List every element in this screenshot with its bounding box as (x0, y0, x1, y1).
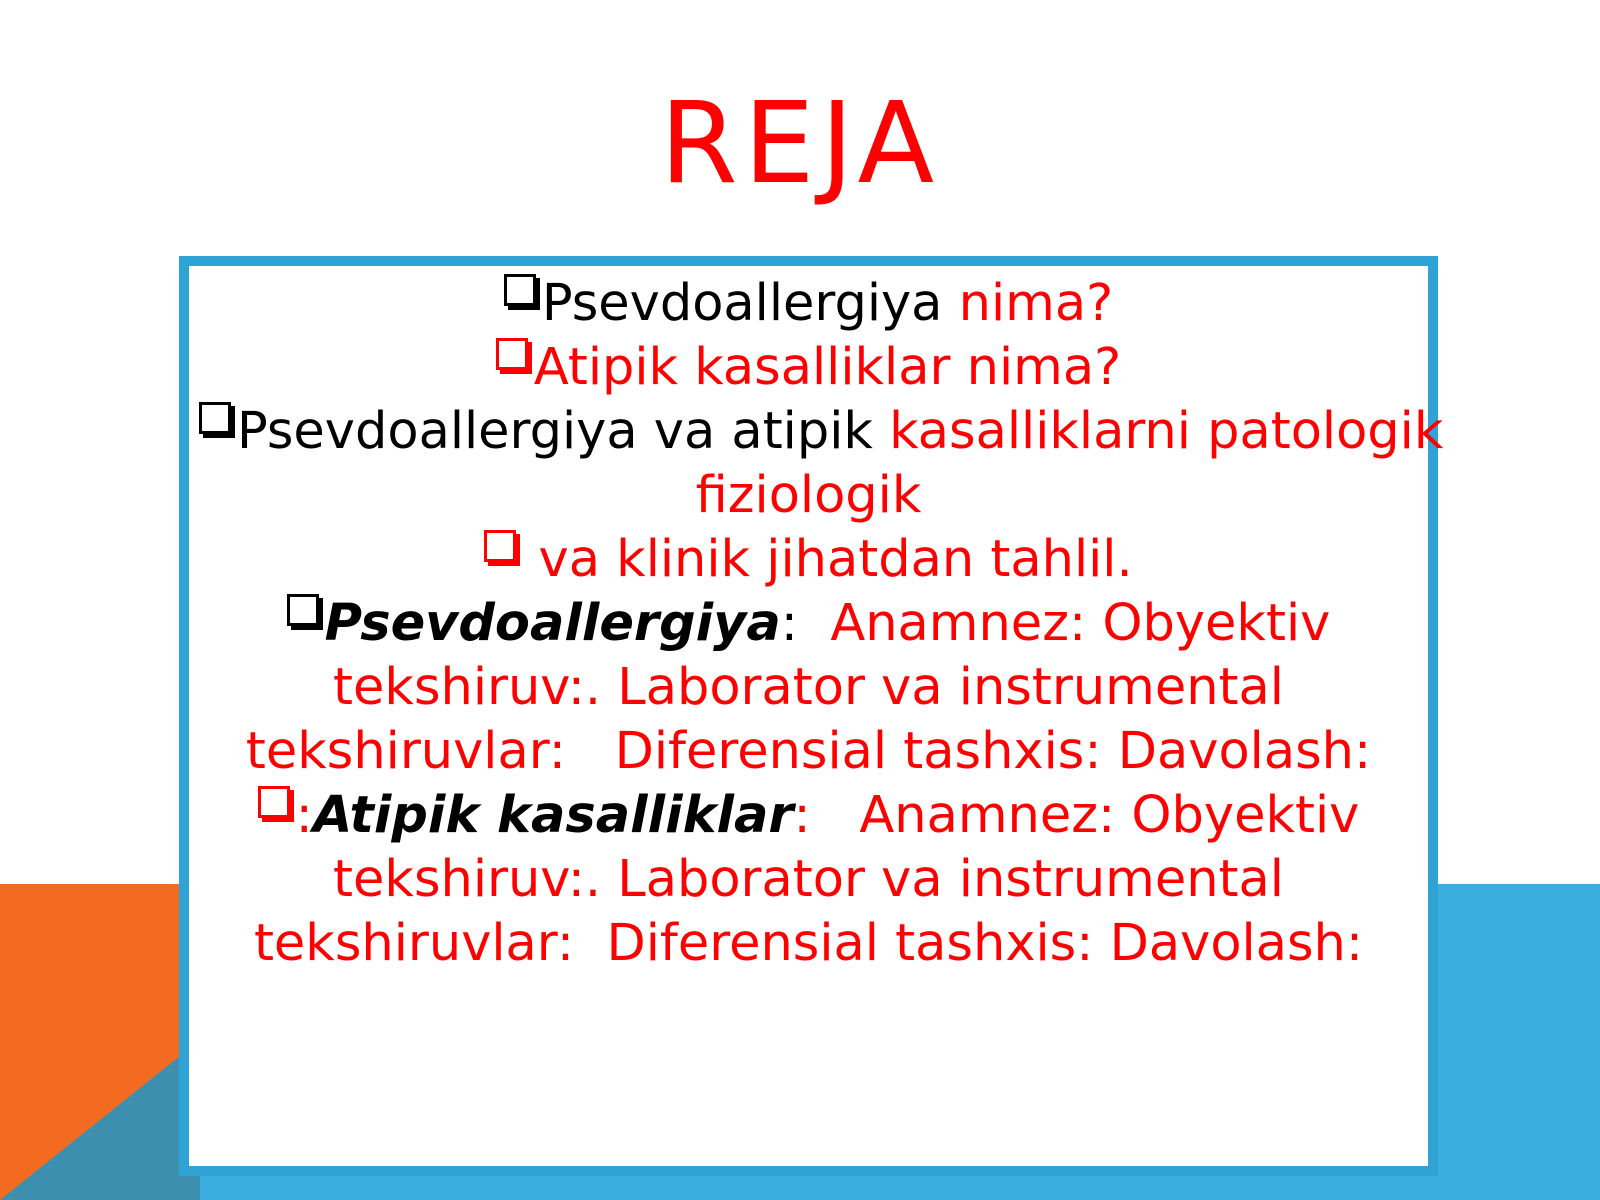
outline-item-4 (199, 528, 1418, 592)
item-text: Atipik kasalliklar nima? (533, 338, 1122, 397)
item-text: Anamnez: Obyektiv (830, 594, 1331, 653)
outline-item-5 (199, 592, 1418, 656)
outline-item-5-continuation-2: tekshiruvlar: Diferensial tashxis: Davolash: (245, 722, 1372, 781)
checkbox-bullet-icon (496, 338, 528, 370)
item-separator: : (780, 594, 831, 653)
item-text-highlight: kasalliklarni patologik (889, 402, 1444, 461)
outline-item-1 (199, 272, 1418, 336)
item-text-highlight: nima? (958, 274, 1114, 333)
outline-item-6 (199, 784, 1418, 848)
item-text: Psevdoallergiya va atipik (237, 402, 890, 461)
outline-list (199, 272, 1444, 976)
item-separator: : (793, 786, 860, 845)
item-prefix: : (295, 786, 313, 845)
outline-item-5-continuation-1: tekshiruv:. Laborator va instrumental (333, 658, 1284, 717)
outline-item-6-continuation-2: tekshiruvlar: Diferensial tashxis: Davolash: (253, 914, 1364, 973)
item-text: Anamnez: Obyektiv (859, 786, 1360, 845)
outline-item-6-continuation-1: tekshiruv:. Laborator va instrumental (333, 850, 1284, 909)
slide-title: REJA (659, 79, 941, 209)
item-lead-term: Atipik kasalliklar (312, 786, 794, 845)
item-text: va klinik jihatdan tahlil. (522, 530, 1133, 589)
checkbox-bullet-icon (484, 530, 516, 562)
outline-item-3-continuation: fiziologik (695, 466, 922, 525)
checkbox-bullet-icon (199, 402, 231, 434)
outline-item-2 (199, 336, 1418, 400)
item-lead-term: Psevdoallergiya (324, 594, 781, 653)
checkbox-bullet-icon (258, 786, 290, 818)
outline-item-3 (199, 400, 1444, 464)
content-box (179, 256, 1444, 1176)
checkbox-bullet-icon (287, 594, 319, 626)
checkbox-bullet-icon (504, 274, 536, 306)
item-text: Psevdoallergiya (541, 274, 959, 333)
